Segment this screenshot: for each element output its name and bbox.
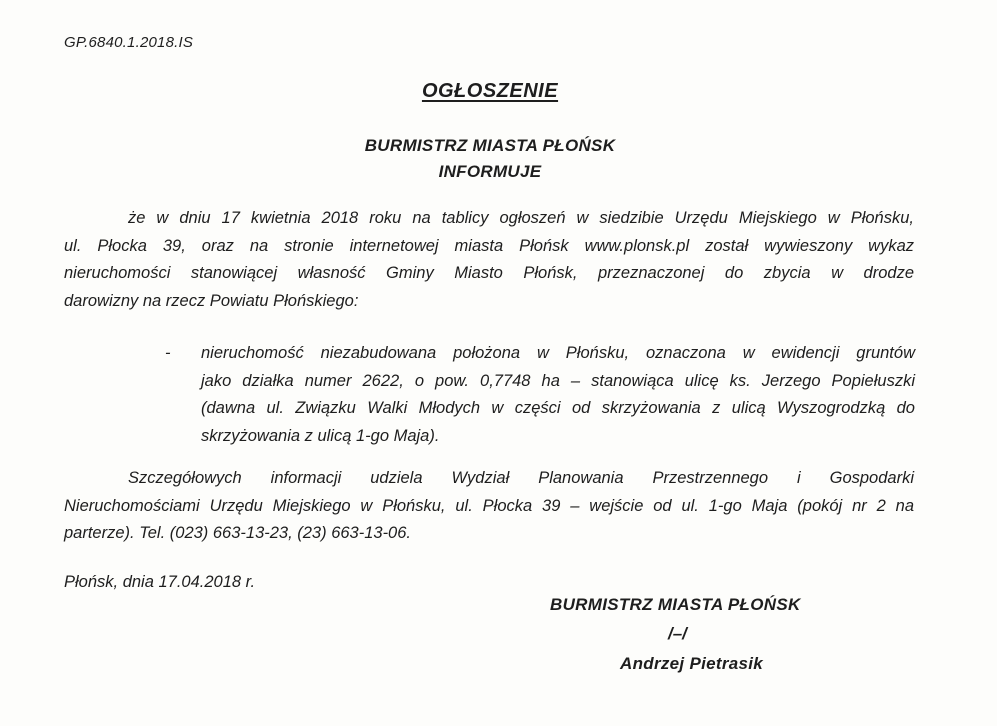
list-item-line: nieruchomość niezabudowana położona w Płońsku, oznaczona w ewidencji gruntów xyxy=(201,344,915,362)
list-item-line: jako działka numer 2622, o pow. 0,7748 ha – stanowiąca ulicę ks. Jerzego Popiełuszki xyxy=(201,371,915,390)
contact-paragraph xyxy=(64,465,914,548)
paragraph-line: że w dniu 17 kwietnia 2018 roku na tablicy ogłoszeń w siedzibie Urzędu Miejskiego w Płońsku, xyxy=(128,209,914,227)
place-and-date: Płońsk, dnia 17.04.2018 r. xyxy=(64,573,256,591)
paragraph-line: nieruchomości stanowiącej własność Gminy Miasto Płońsk, przeznaczonej do zbycia w drodze xyxy=(64,264,914,282)
list-item-line: skrzyżowania z ulicą 1-go Maja). xyxy=(201,426,440,445)
paragraph-line: darowizny na rzecz Powiatu Płońskiego: xyxy=(64,291,359,310)
informs-heading: INFORMUJE xyxy=(438,162,542,181)
signature-title: BURMISTRZ MIASTA PŁOŃSK xyxy=(550,595,801,614)
signature-mark: /–/ xyxy=(668,624,687,643)
paragraph-line: Nieruchomościami Urzędu Miejskiego w Płońsku, ul. Płocka 39 – wejście od ul. 1-go Maja (pokój nr 2 na xyxy=(64,496,914,515)
issuer-heading: BURMISTRZ MIASTA PŁOŃSK xyxy=(364,136,616,155)
paragraph-line: Szczegółowych informacji udziela Wydział Planowania Przestrzennego i Gospodarki xyxy=(128,469,914,487)
list-item-line: (dawna ul. Związku Walki Młodych w części od skrzyżowania z ulicą Wyszogrodzką do xyxy=(201,399,915,417)
list-bullet-marker: - xyxy=(165,344,171,362)
announcement-paragraph xyxy=(64,205,914,315)
property-list-item xyxy=(201,340,915,450)
document-title: OGŁOSZENIE xyxy=(421,80,559,102)
signatory-name: Andrzej Pietrasik xyxy=(620,654,764,673)
paragraph-line: parterze). Tel. (023) 663-13-23, (23) 663-13-06. xyxy=(64,524,411,542)
paragraph-line: ul. Płocka 39, oraz na stronie internetowej miasta Płońsk www.plonsk.pl został wywieszony wykaz xyxy=(64,236,914,255)
document-reference-number: GP.6840.1.2018.IS xyxy=(64,34,194,51)
